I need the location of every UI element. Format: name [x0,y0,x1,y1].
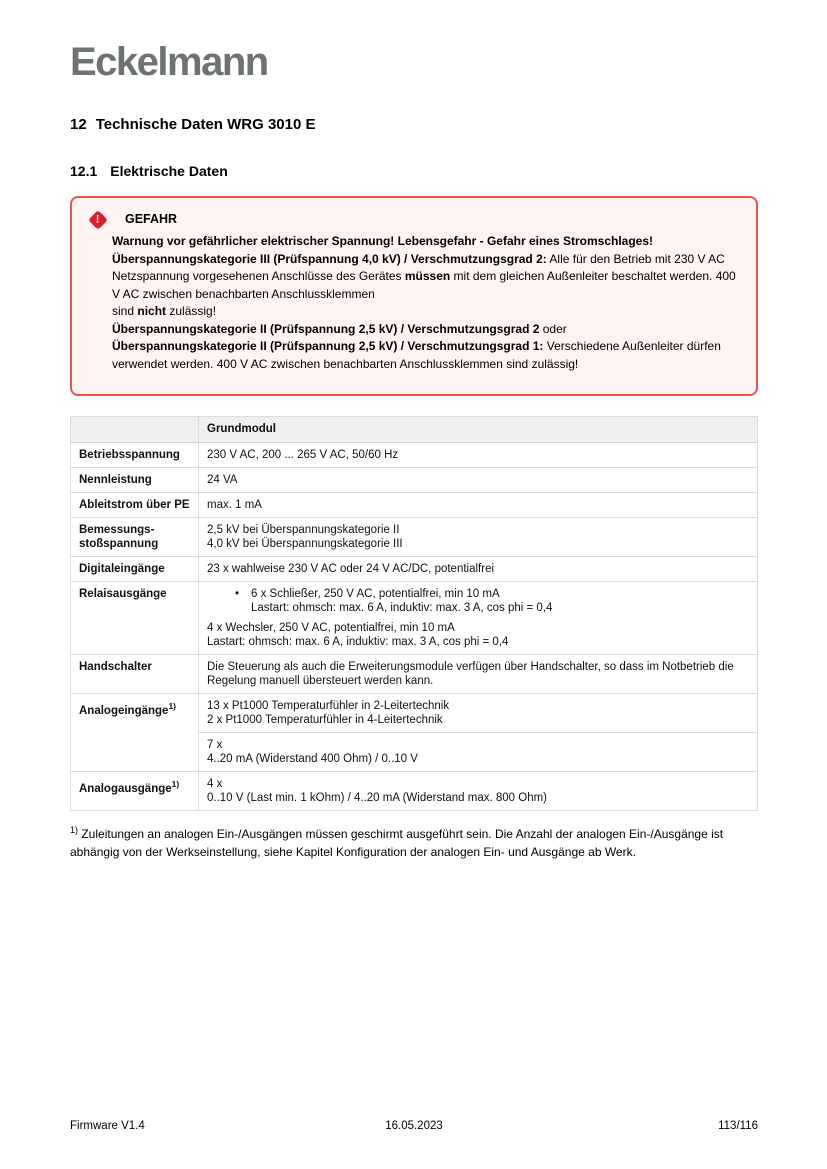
footer-page-number: 113/116 [718,1120,758,1132]
row-label: Analogeingänge$^{1)}$ [71,694,199,772]
row-label: Betriebsspannung [71,443,199,468]
table-row-ableitstrom [71,493,758,518]
danger-cat3-heading: Überspannungskategorie III (Prüfspannung 4,0 kV) / Verschmutzungsgrad 2: [112,251,547,266]
row-value: 13 x Pt1000 Temperaturfühler in 2-Leitertechnik 2 x Pt1000 Temperaturfühler in 4-Leitertechnik [199,694,758,733]
section-number: 12 [70,116,87,133]
section-heading [70,116,758,133]
table-row-analogausgaenge [71,772,758,811]
row-value: 230 V AC, 200 ... 265 V AC, 50/60 Hz [199,443,758,468]
subsection-heading [70,163,758,179]
footnote [70,822,758,861]
section-title: Technische Daten WRG 3010 E [95,116,316,133]
subsection-title: Elektrische Daten [110,163,228,179]
row-label: Ableitstrom über PE [71,493,199,518]
table-header-row [71,417,758,443]
row-label: Digitaleingänge [71,557,199,582]
row-label: Relaisausgänge [71,582,199,655]
row-value: 4 x 0..10 V (Last min. 1 kOhm) / 4..20 mA (Widerstand max. 800 Ohm) [199,772,758,811]
footnote-text: Zuleitungen an analogen Ein-/Ausgängen müssen geschirmt ausgeführt sein. Die Anzahl der analogen Ein-/Ausgänge ist abhängig von der Werkseinstellung, siehe Kapitel Konfiguration der analogen Ein- und Ausgänge ab Werk. [70,827,724,859]
danger-title: GEFAHR [125,212,178,226]
danger-text: Warnung vor gefährlicher elektrischer Spannung! Lebensgefahr - Gefahr eines Stromschlages! Überspannungskategorie III (Prüfspannung 4,0 kV) / Verschmutzungsgrad 2: Alle für den Betrieb mit 230 V AC Netzspannung vorgesehenen Anschlüsse des Gerätes müssen mit dem gleichen Außenleiter beschaltet werden. 400 V AC zwischen benachbarten Anschlussklemmen sind nicht zulässig! Überspannungskategorie II (Prüfspannung 2,5 kV) / Verschmutzungsgrad 2 oder Überspannungskategorie II (Prüfspannung 2,5 kV) / Verschmutzungsgrad 1: Verschiedene Außenleiter dürfen verwendet werden. 400 V AC zwischen benachbarten Anschlussklemmen sind zulässig! [112,234,736,371]
row-value: 2,5 kV bei Überspannungskategorie II 4,0 kV bei Überspannungskategorie III [199,518,758,557]
bullet-icon: • [235,588,240,600]
table-row-analogeingaenge [71,694,758,733]
spec-table [70,416,758,811]
danger-header [90,211,740,227]
header-cell-empty [71,417,199,443]
page-footer [70,1120,758,1132]
table-row-handschalter [71,655,758,694]
danger-cat2b-heading: Überspannungskategorie II (Prüfspannung 2,5 kV) / Verschmutzungsgrad 1: [112,339,544,353]
row-value [199,582,758,655]
subsection-number: 12.1 [70,163,98,179]
table-row-bemessungsstossspannung [71,518,758,557]
row-label: Nennleistung [71,468,199,493]
row-value: max. 1 mA [199,493,758,518]
footnote-marker: 1) [70,825,79,835]
exclamation-diamond-icon: ! [88,210,108,230]
company-logo: Eckelmann [70,40,268,84]
row-value: 23 x wahlweise 230 V AC oder 24 V AC/DC, potentialfrei [199,557,758,582]
header-cell-grundmodul: Grundmodul [199,417,758,443]
row-value: Die Steuerung als auch die Erweiterungsmodule verfügen über Handschalter, so dass im Notbetrieb die Regelung manuell übersteuert werden kann. [199,655,758,694]
footer-date: 16.05.2023 [385,1120,443,1132]
plain-item: 4 x Wechsler, 250 V AC, potentialfrei, min 10 mA Lastart: ohmsch: max. 6 A, induktiv: max. 3 A, cos phi = 0,4 [207,622,509,648]
footnote-ref: 1) [171,779,180,789]
footer-firmware-version: Firmware V1.4 [70,1120,145,1132]
row-label: Handschalter [71,655,199,694]
row-value: 7 x 4..20 mA (Widerstand 400 Ohm) / 0..10 V [199,733,758,772]
table-row-betriebsspannung [71,443,758,468]
table-row-digitaleingaenge [71,557,758,582]
row-label: Analogausgänge$^{1)}$ [71,772,199,811]
row-label: Bemessungs- stoßspannung [71,518,199,557]
danger-line1: Warnung vor gefährlicher elektrischer Spannung! Lebensgefahr - Gefahr eines Stromschlages! [112,234,654,248]
danger-box [70,196,758,396]
footnote-ref: 1) [168,701,177,711]
table-row-relaisausgaenge [71,582,758,655]
table-row-nennleistung [71,468,758,493]
bullet-list-item: • 6 x Schließer, 250 V AC, potentialfrei, min 10 mA Lastart: ohmsch: max. 6 A, induktiv: max. 3 A, cos phi = 0,4 [235,588,553,614]
row-value: 24 VA [199,468,758,493]
danger-cat2a-heading: Überspannungskategorie II (Prüfspannung 2,5 kV) / Verschmutzungsgrad 2 [112,321,540,336]
